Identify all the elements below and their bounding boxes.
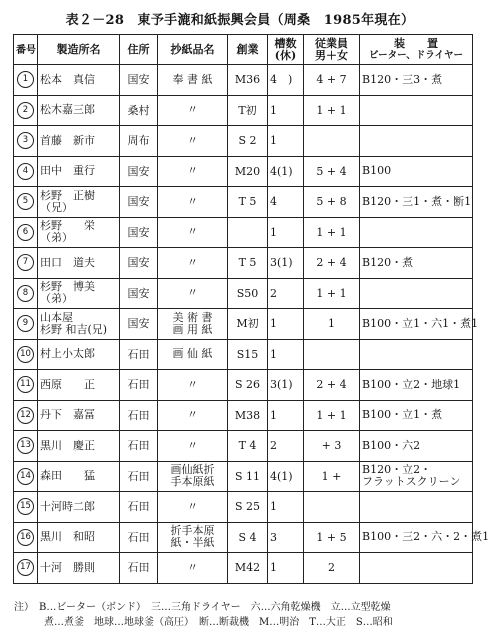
cell-address: 国安	[120, 156, 158, 187]
cell-founded: M36	[228, 65, 268, 96]
table-row	[14, 400, 473, 431]
cell-number	[14, 278, 38, 309]
row-number-circle: 1	[17, 71, 34, 88]
cell-founded: S 11	[228, 461, 268, 492]
cell-equipment-line: B100・六2	[362, 438, 421, 452]
cell-name-line: 森田 猛	[40, 469, 95, 483]
row-number-circle: 12	[17, 407, 34, 424]
table-row	[14, 95, 473, 126]
cell-vats: 3(1)	[268, 370, 304, 401]
cell-founded: S 25	[228, 492, 268, 523]
cell-product	[158, 65, 228, 96]
cell-vats: 3(1)	[268, 248, 304, 279]
cell-product-line: 〃	[187, 499, 198, 513]
cell-employees: 1 + 1	[304, 95, 360, 126]
cell-name	[38, 370, 120, 401]
table-row	[14, 65, 473, 96]
cell-address: 国安	[120, 278, 158, 309]
cell-product-line: 〃	[187, 438, 198, 452]
table-row	[14, 126, 473, 157]
cell-product	[158, 278, 228, 309]
cell-number	[14, 492, 38, 523]
cell-equipment	[360, 278, 473, 309]
header-equipment-sub: ビーター、ドライヤー	[369, 49, 463, 61]
cell-number	[14, 553, 38, 584]
cell-employees: 5 + 8	[304, 187, 360, 218]
cell-employees: 1 +	[304, 461, 360, 492]
cell-address: 国安	[120, 187, 158, 218]
header-product: 抄紙品名	[158, 35, 228, 65]
cell-name-line: 山本屋	[40, 310, 73, 324]
cell-name-line: （弟）	[40, 292, 73, 306]
cell-equipment	[360, 65, 473, 96]
cell-address: 石田	[120, 522, 158, 553]
cell-employees: 1 + 1	[304, 400, 360, 431]
cell-product	[158, 248, 228, 279]
cell-vats: 1	[268, 309, 304, 340]
members-table	[13, 34, 489, 584]
cell-employees: 2 + 4	[304, 370, 360, 401]
cell-product-line: 〃	[187, 560, 198, 574]
cell-product-line: 折手本原	[170, 524, 215, 538]
cell-employees	[304, 339, 360, 370]
cell-product	[158, 461, 228, 492]
cell-employees: 4 + 7	[304, 65, 360, 96]
cell-address: 桑村	[120, 95, 158, 126]
cell-name-line: 十河時二郎	[40, 499, 95, 513]
cell-product	[158, 492, 228, 523]
cell-name-line: （弟）	[40, 231, 73, 245]
cell-product-line: 画 用 紙	[172, 322, 213, 336]
cell-product-line: 奉 書 紙	[172, 72, 213, 86]
cell-vats: 1	[268, 126, 304, 157]
cell-vats: 4	[268, 187, 304, 218]
cell-product	[158, 400, 228, 431]
cell-product	[158, 309, 228, 340]
cell-founded: S 4	[228, 522, 268, 553]
cell-vats: 2	[268, 431, 304, 462]
cell-equipment-line: B100・立1・煮	[362, 408, 443, 422]
footnotes	[14, 600, 474, 630]
header-employees-sub: 男＋女	[315, 48, 348, 62]
cell-employees: 1 + 5	[304, 522, 360, 553]
cell-name-line: 西原 正	[40, 377, 95, 391]
row-number-circle: 7	[17, 254, 34, 271]
cell-name-line: 田中 重行	[40, 164, 95, 178]
cell-founded: S 26	[228, 370, 268, 401]
cell-product-line: 画 仙 紙	[172, 347, 213, 361]
row-number-circle: 15	[17, 498, 34, 515]
cell-employees: 2	[304, 553, 360, 584]
table-row	[14, 309, 473, 340]
cell-product	[158, 95, 228, 126]
row-number-circle: 17	[17, 559, 34, 576]
header-row	[14, 35, 473, 65]
cell-name-line: 十河 勝則	[40, 560, 95, 574]
cell-address: 石田	[120, 492, 158, 523]
cell-equipment	[360, 431, 473, 462]
cell-equipment	[360, 553, 473, 584]
cell-product	[158, 522, 228, 553]
cell-number	[14, 187, 38, 218]
cell-employees: 5 + 4	[304, 156, 360, 187]
cell-name	[38, 400, 120, 431]
cell-name	[38, 65, 120, 96]
table-row	[14, 553, 473, 584]
cell-product	[158, 217, 228, 248]
cell-number	[14, 248, 38, 279]
cell-product-line: 〃	[187, 255, 198, 269]
header-founded: 創業	[228, 35, 268, 65]
cell-product-line: 〃	[187, 103, 198, 117]
cell-product	[158, 553, 228, 584]
cell-employees: 1	[304, 309, 360, 340]
cell-product	[158, 370, 228, 401]
cell-product-line: 〃	[187, 164, 198, 178]
cell-equipment-line: B100	[362, 164, 392, 178]
cell-number	[14, 95, 38, 126]
cell-founded: T初	[228, 95, 268, 126]
cell-address: 国安	[120, 217, 158, 248]
cell-vats: 1	[268, 400, 304, 431]
cell-address: 国安	[120, 248, 158, 279]
cell-employees: 2 + 4	[304, 248, 360, 279]
cell-name-line: 杉野 博美	[40, 280, 95, 294]
cell-product-line: 紙・半紙	[170, 536, 215, 550]
footnote-line-1: 注） B…ビーター（ボンド） 三…三角ドライヤー 六…六角乾燥機 立…立型乾燥	[14, 602, 391, 613]
cell-product	[158, 156, 228, 187]
cell-employees	[304, 492, 360, 523]
cell-founded	[228, 217, 268, 248]
cell-equipment	[360, 400, 473, 431]
footnote-line-2: 煮…煮釜 地球…地球釜（高圧） 断…断裁機 M…明治 T…大正 S…昭和	[14, 617, 393, 628]
cell-name	[38, 95, 120, 126]
cell-equipment	[360, 95, 473, 126]
cell-product-line: 手本原紙	[170, 475, 215, 489]
cell-vats: 1	[268, 339, 304, 370]
cell-equipment	[360, 522, 489, 553]
cell-address: 国安	[120, 65, 158, 96]
cell-equipment	[360, 492, 473, 523]
cell-founded: S 2	[228, 126, 268, 157]
cell-equipment	[360, 370, 473, 401]
row-number-circle: 5	[17, 193, 34, 210]
row-number-circle: 11	[17, 376, 34, 393]
cell-equipment-line: B100・三2・六・2・煮1	[362, 530, 489, 544]
cell-vats: 4 )	[268, 65, 304, 96]
cell-name-line: 松木嘉三郎	[40, 103, 95, 117]
cell-product-line: 〃	[187, 377, 198, 391]
header-number: 番号	[14, 35, 38, 65]
cell-founded: S50	[228, 278, 268, 309]
cell-product-line: 〃	[187, 133, 198, 147]
cell-product	[158, 339, 228, 370]
row-number-circle: 8	[17, 285, 34, 302]
table-row	[14, 248, 473, 279]
cell-number	[14, 339, 38, 370]
cell-equipment	[360, 156, 473, 187]
cell-founded: T 5	[228, 187, 268, 218]
table-row	[14, 461, 473, 492]
cell-address: 石田	[120, 553, 158, 584]
cell-founded: M42	[228, 553, 268, 584]
cell-equipment	[360, 339, 473, 370]
table-row	[14, 522, 473, 553]
cell-equipment	[360, 461, 473, 492]
cell-name-line: 杉野 栄	[40, 219, 95, 233]
header-name: 製造所名	[38, 35, 120, 65]
cell-founded: T 5	[228, 248, 268, 279]
row-number-circle: 13	[17, 437, 34, 454]
cell-equipment-line: フラットスクリーン	[362, 475, 461, 489]
cell-address: 石田	[120, 400, 158, 431]
cell-equipment	[360, 248, 473, 279]
header-vats	[268, 35, 304, 65]
cell-name-line: （兄）	[40, 200, 73, 214]
row-number-circle: 6	[17, 224, 34, 241]
cell-vats: 1	[268, 95, 304, 126]
cell-name	[38, 553, 120, 584]
header-employees-label: 従業員	[315, 36, 348, 50]
table-row	[14, 370, 473, 401]
cell-name	[38, 217, 120, 248]
cell-name	[38, 126, 120, 157]
row-number-circle: 4	[17, 163, 34, 180]
cell-equipment	[360, 217, 473, 248]
cell-vats: 2	[268, 278, 304, 309]
cell-vats: 1	[268, 492, 304, 523]
header-employees	[304, 35, 360, 65]
cell-number	[14, 156, 38, 187]
cell-product-line: 〃	[187, 408, 198, 422]
cell-vats: 1	[268, 553, 304, 584]
cell-vats: 4(1)	[268, 156, 304, 187]
cell-address: 石田	[120, 370, 158, 401]
cell-number	[14, 217, 38, 248]
cell-vats: 1	[268, 217, 304, 248]
cell-product-line: 〃	[187, 225, 198, 239]
cell-number	[14, 522, 38, 553]
cell-product-line: 画仙紙折	[170, 463, 215, 477]
cell-name-line: 首藤 新市	[40, 133, 95, 147]
cell-product	[158, 187, 228, 218]
table-row	[14, 278, 473, 309]
cell-equipment-line: B120・三1・煮・断1	[362, 194, 472, 208]
header-vats-sub: (休)	[274, 48, 297, 62]
row-number-circle: 16	[17, 529, 34, 546]
cell-equipment-line: B100・立2・地球1	[362, 377, 461, 391]
cell-number	[14, 309, 38, 340]
cell-address: 石田	[120, 339, 158, 370]
cell-vats: 3	[268, 522, 304, 553]
cell-product-line: 美 術 書	[172, 310, 213, 324]
table-row	[14, 187, 473, 218]
cell-equipment-line: B120・煮	[362, 255, 414, 269]
table-row	[14, 156, 473, 187]
cell-name-line: 松本 真信	[40, 72, 95, 86]
cell-name	[38, 248, 120, 279]
table-row	[14, 431, 473, 462]
row-number-circle: 14	[17, 468, 34, 485]
cell-product-line: 〃	[187, 194, 198, 208]
cell-address: 石田	[120, 461, 158, 492]
cell-name-line: 田口 道夫	[40, 255, 95, 269]
cell-name	[38, 461, 120, 492]
table-title: 表２－28 東予手漉和紙振興会員（周桑 1985年現在）	[65, 13, 415, 28]
cell-address: 周布	[120, 126, 158, 157]
cell-number	[14, 431, 38, 462]
cell-employees	[304, 126, 360, 157]
cell-product	[158, 431, 228, 462]
cell-product	[158, 126, 228, 157]
cell-founded: S15	[228, 339, 268, 370]
row-number-circle: 2	[17, 102, 34, 119]
cell-equipment-line: B100・立1・六1・煮1	[362, 316, 479, 330]
cell-number	[14, 370, 38, 401]
cell-name-line: 黒川 和昭	[40, 530, 95, 544]
cell-employees: + 3	[304, 431, 360, 462]
cell-name	[38, 309, 120, 340]
cell-name	[38, 492, 120, 523]
cell-founded: M初	[228, 309, 268, 340]
cell-name-line: 黒川 慶正	[40, 438, 95, 452]
cell-employees: 1 + 1	[304, 278, 360, 309]
table-row	[14, 492, 473, 523]
cell-number	[14, 65, 38, 96]
cell-equipment	[360, 126, 473, 157]
header-equipment-label: 装 置	[394, 36, 438, 50]
cell-name-line: 村上小太郎	[40, 347, 95, 361]
cell-number	[14, 400, 38, 431]
table-row	[14, 217, 473, 248]
cell-number	[14, 126, 38, 157]
cell-name	[38, 431, 120, 462]
cell-name-line: 杉野 正樹	[40, 188, 95, 202]
cell-name	[38, 278, 120, 309]
header-equipment	[360, 35, 473, 65]
cell-number	[14, 461, 38, 492]
cell-name	[38, 156, 120, 187]
cell-name	[38, 339, 120, 370]
cell-founded: M20	[228, 156, 268, 187]
cell-address: 石田	[120, 431, 158, 462]
cell-name-line: 杉野 和吉(兄)	[40, 322, 108, 336]
cell-equipment-line: B120・三3・煮	[362, 72, 443, 86]
table-row	[14, 339, 473, 370]
cell-name-line: 丹下 嘉冨	[40, 408, 95, 422]
cell-address: 国安	[120, 309, 158, 340]
cell-employees: 1 + 1	[304, 217, 360, 248]
cell-product-line: 〃	[187, 286, 198, 300]
cell-founded: T 4	[228, 431, 268, 462]
cell-founded: M38	[228, 400, 268, 431]
row-number-circle: 10	[17, 346, 34, 363]
cell-name	[38, 522, 120, 553]
table-body	[14, 65, 489, 584]
cell-vats: 4(1)	[268, 461, 304, 492]
cell-equipment	[360, 309, 479, 340]
row-number-circle: 3	[17, 132, 34, 149]
row-number-circle: 9	[17, 315, 34, 332]
cell-equipment	[360, 187, 473, 218]
cell-equipment-line: B120・立2・	[362, 463, 432, 477]
cell-name	[38, 187, 120, 218]
header-address: 住所	[120, 35, 158, 65]
header-vats-label: 槽数	[274, 36, 297, 50]
